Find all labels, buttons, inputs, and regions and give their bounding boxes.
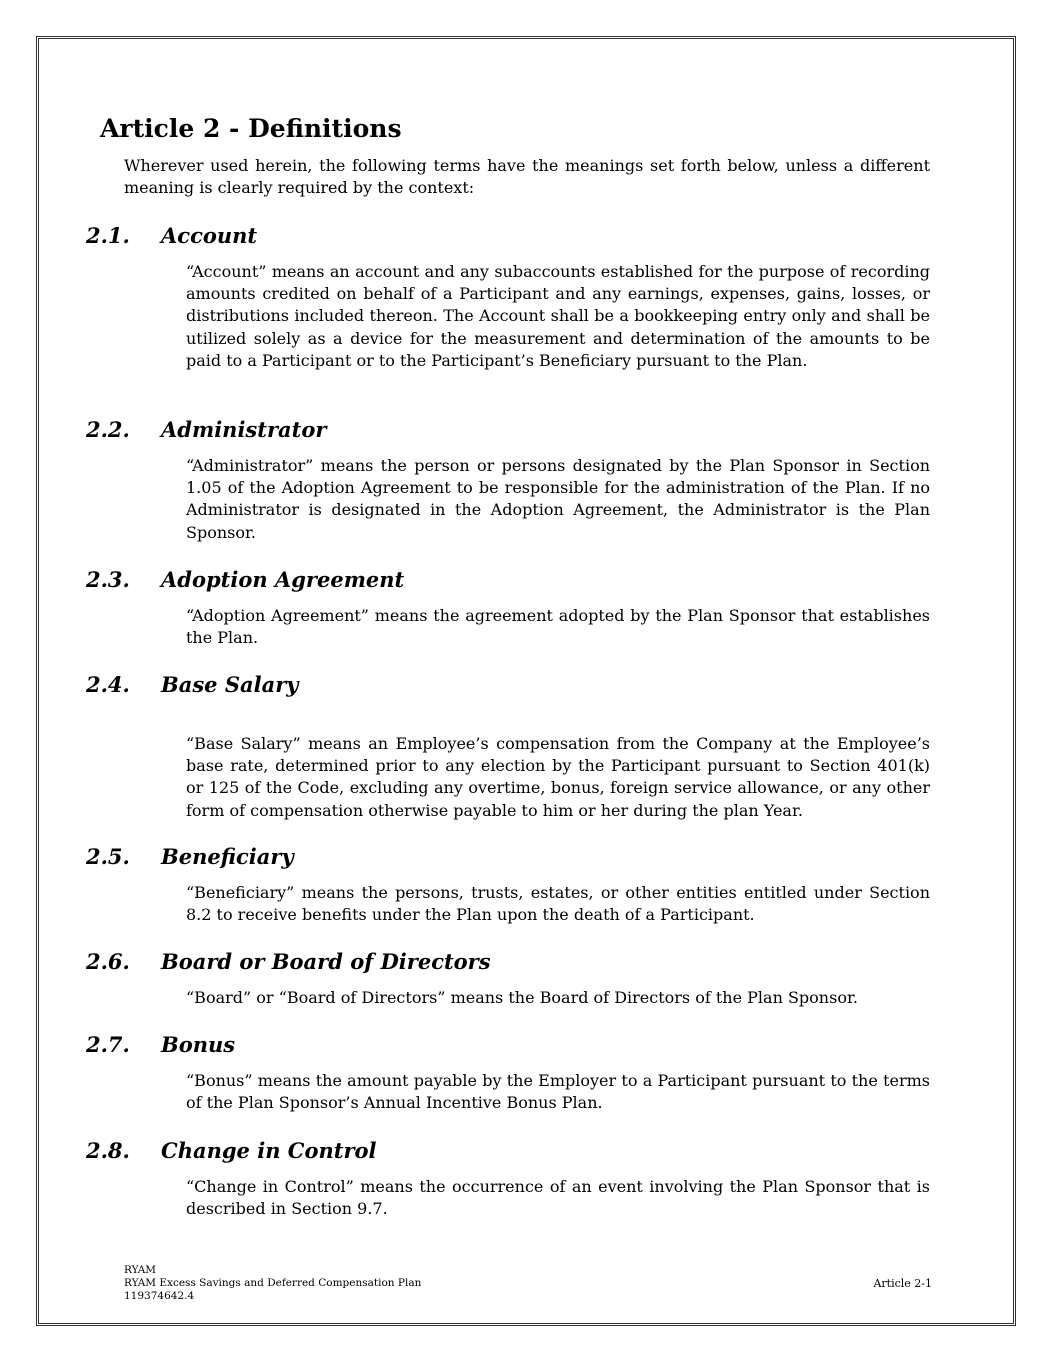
section-title: Change in Control [161,1138,377,1163]
section-number: 2.7. [86,1032,130,1057]
section-body: “Administrator” means the person or persons designated by the Plan Sponsor in Section 1.05 of the Adoption Agreement to be responsible for the administration of the Plan. If no Administrator is designated in the Adoption Agreement, the Administrator is the Plan Sponsor. [186,456,930,542]
section-number: 2.4. [86,672,130,697]
footer-company: RYAM [124,1264,157,1276]
section-number: 2.8. [86,1138,130,1163]
section-title: Base Salary [161,672,299,697]
section-body: “Account” means an account and any subaccounts established for the purpose of recording amounts credited on behalf of a Participant and any earnings, expenses, gains, losses, or distributions included thereon. The Account shall be a bookkeeping entry only and shall be utilized solely as a device for the measurement and determination of the amounts to be paid to a Participant or to the Participant’s Beneficiary pursuant to the Plan. [186,262,930,370]
section-body: “Adoption Agreement” means the agreement adopted by the Plan Sponsor that establishes the Plan. [186,606,930,648]
section-body: “Base Salary” means an Employee’s compensation from the Company at the Employee’s base rate, determined prior to any election by the Participant pursuant to Section 401(k) or 125 of the Code, excluding any overtime, bonus, foreign service allowance, or any other form of compensation otherwise payable to him or her during the plan Year. [186,734,930,820]
section-number: 2.1. [86,223,130,248]
section-title: Adoption Agreement [161,567,405,592]
section-title: Account [161,223,258,248]
article-intro: Wherever used herein, the following terms have the meanings set forth below, unless a different meaning is clearly required by the context: [124,156,930,197]
section-title: Bonus [161,1032,236,1057]
section-title: Beneficiary [161,844,294,869]
footer-doc-id: 119374642.4 [124,1290,195,1302]
section-number: 2.3. [86,567,130,592]
section-body: “Change in Control” means the occurrence of an event involving the Plan Sponsor that is described in Section 9.7. [186,1177,930,1219]
section-body: “Bonus” means the amount payable by the Employer to a Participant pursuant to the terms of the Plan Sponsor’s Annual Incentive Bonus Plan. [186,1071,930,1113]
section-number: 2.6. [86,949,130,974]
section-title: Board or Board of Directors [161,949,491,974]
section-number: 2.5. [86,844,130,869]
section-number: 2.2. [86,417,130,442]
section-body: “Beneficiary” means the persons, trusts, estates, or other entities entitled under Section 8.2 to receive benefits under the Plan upon the death of a Participant. [186,883,930,925]
page-footer [124,1264,932,1303]
footer-page-label: Article 2-1 [873,1277,932,1290]
article-title: Article 2 - Definitions [100,114,402,143]
section-title: Administrator [161,417,327,442]
footer-plan-name: RYAM Excess Savings and Deferred Compensation Plan [124,1277,422,1289]
section-body: “Board” or “Board of Directors” means the Board of Directors of the Plan Sponsor. [186,988,858,1007]
